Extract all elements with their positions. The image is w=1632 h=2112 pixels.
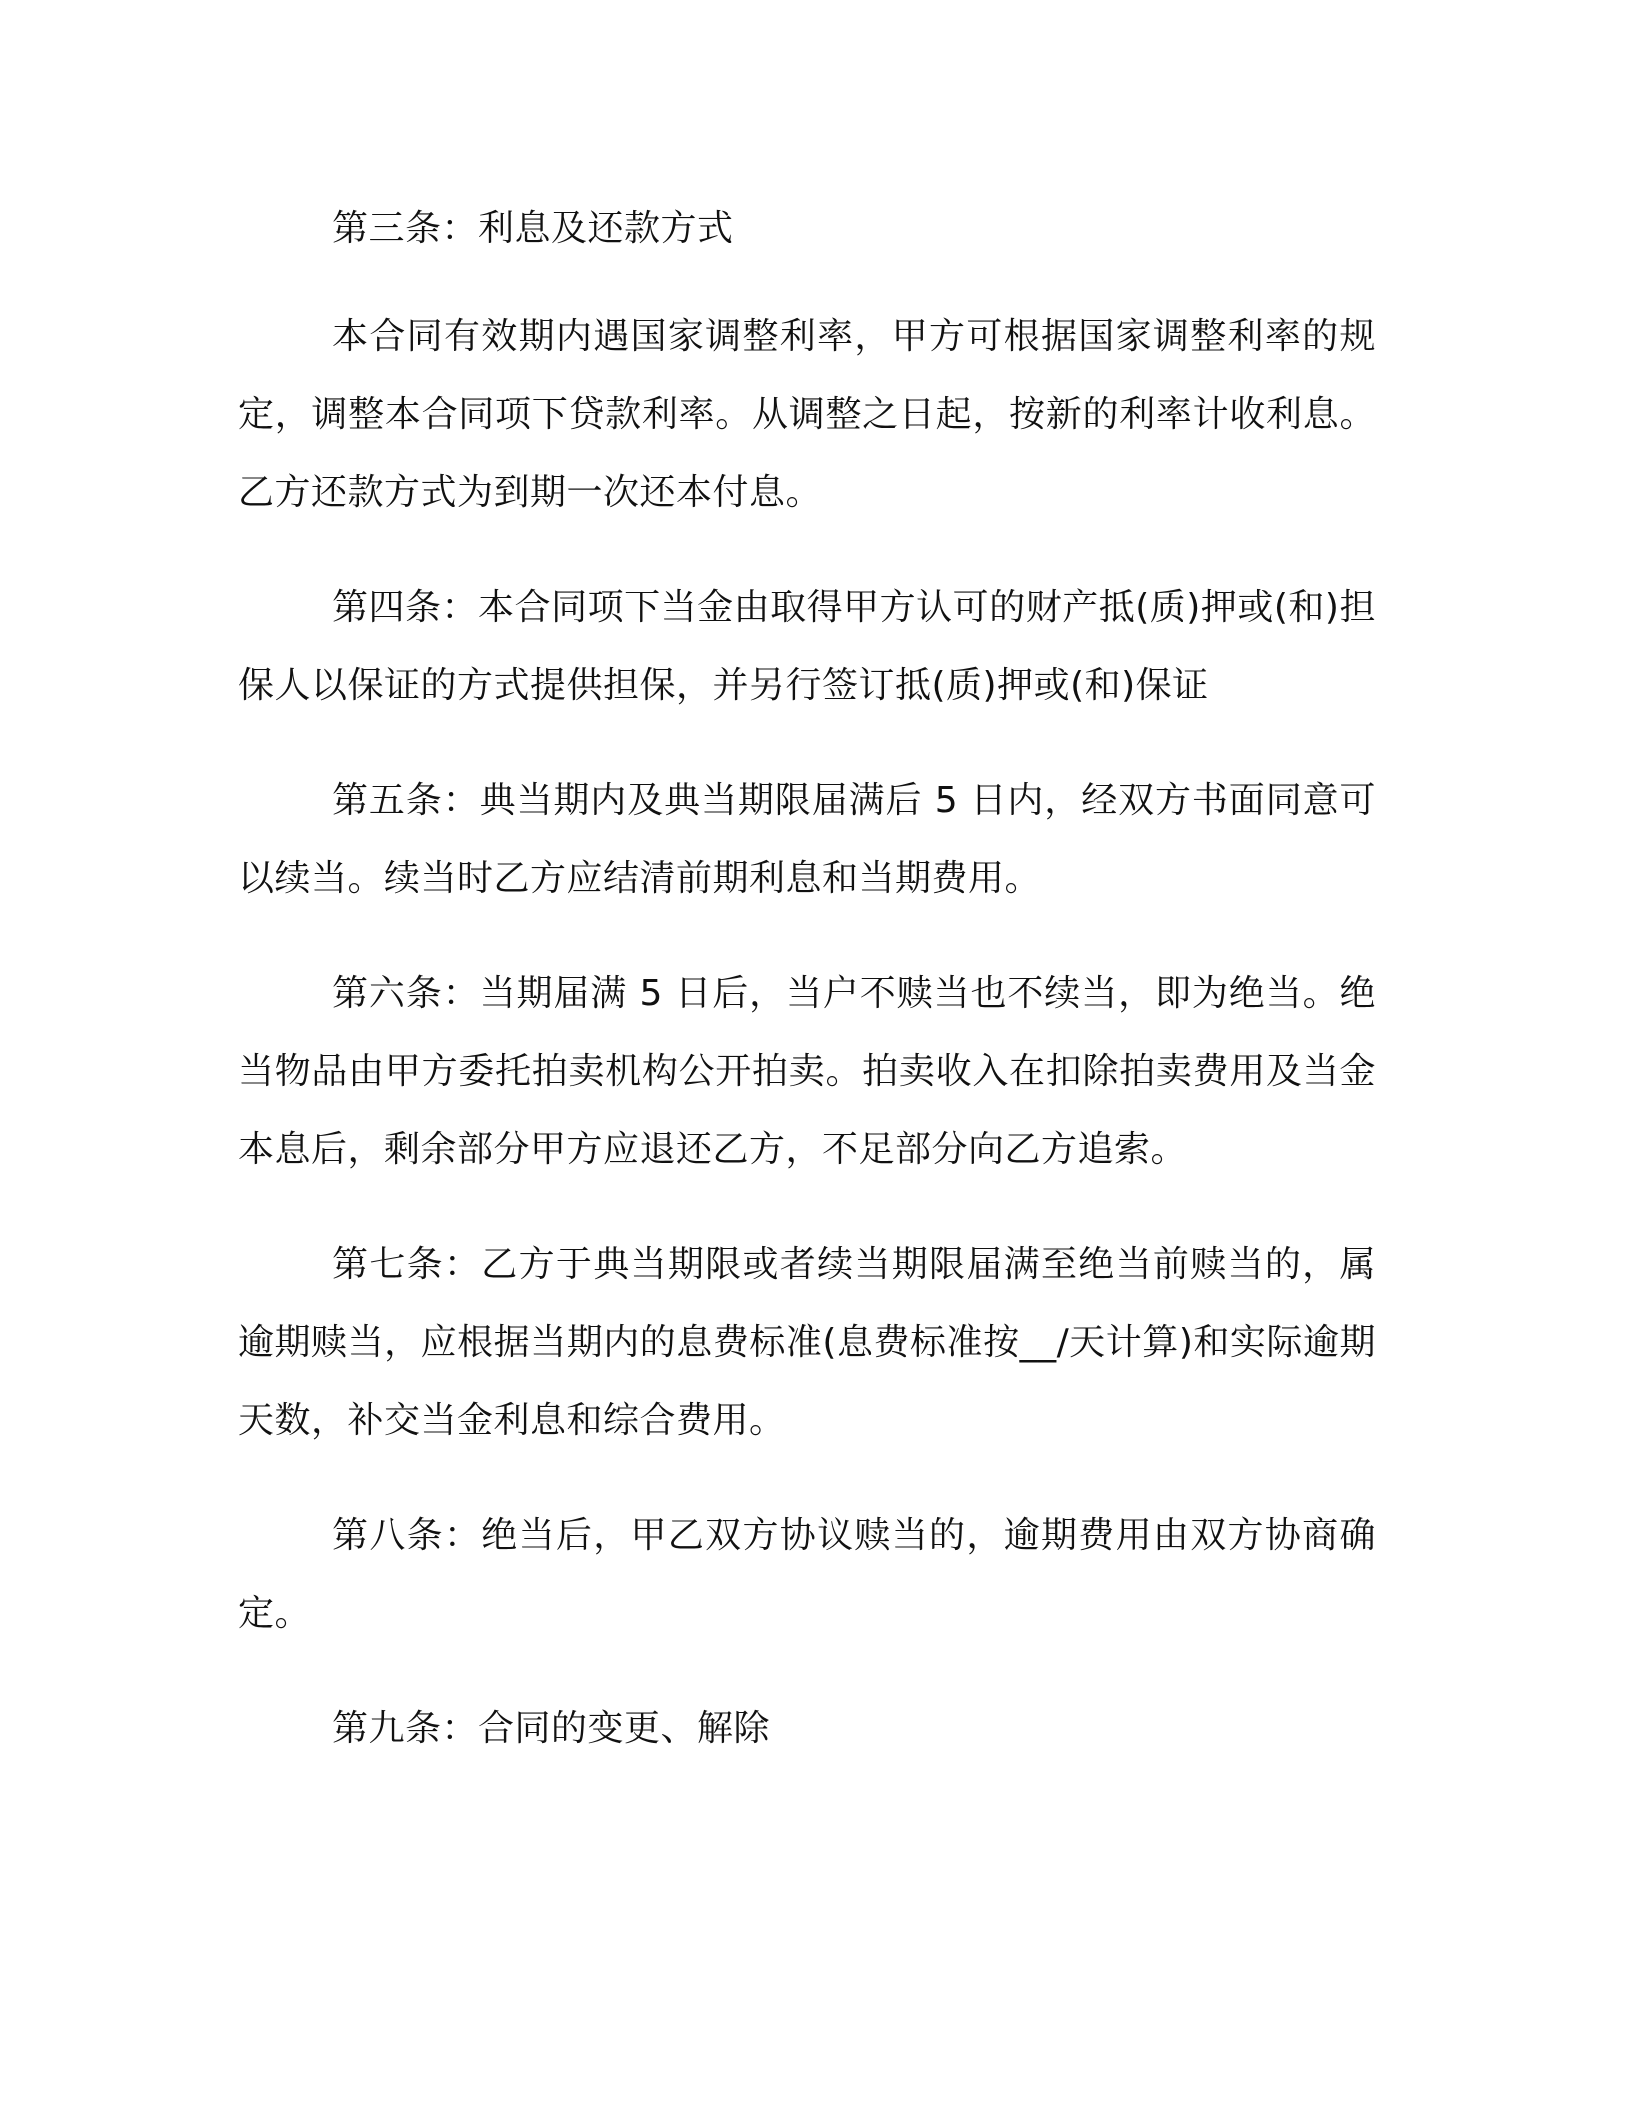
article-3-heading: 第三条：利息及还款方式: [332, 208, 734, 249]
article-8-text: 第八条：绝当后，甲乙双方协议赎当的，逾期费用由双方协商确定。: [238, 1515, 1376, 1634]
article-6-text: 第六条：当期届满 5 日后，当户不赎当也不续当，即为绝当。绝当物品由甲方委托拍卖机构公开拍卖。拍卖收入在扣除拍卖费用及当金本息后，剩余部分甲方应退还乙方，不足部分向乙方追索。: [238, 973, 1376, 1170]
article-7-text: 第七条：乙方于典当期限或者续当期限届满至绝当前赎当的，属逾期赎当，应根据当期内的息费标准(息费标准按__/天计算)和实际逾期天数，补交当金利息和综合费用。: [238, 1244, 1376, 1441]
article-9-heading: 第九条：合同的变更、解除: [332, 1708, 771, 1749]
document-body: [238, 190, 1376, 1798]
article-3-text: 本合同有效期内遇国家调整利率，甲方可根据国家调整利率的规定，调整本合同项下贷款利率。从调整之日起，按新的利率计收利息。乙方还款方式为到期一次还本付息。: [238, 316, 1376, 513]
article-4-text: 第四条：本合同项下当金由取得甲方认可的财产抵(质)押或(和)担保人以保证的方式提供担保，并另行签订抵(质)押或(和)保证: [238, 587, 1376, 706]
article-5-text: 第五条：典当期内及典当期限届满后 5 日内，经双方书面同意可以续当。续当时乙方应结清前期利息和当期费用。: [238, 780, 1376, 899]
